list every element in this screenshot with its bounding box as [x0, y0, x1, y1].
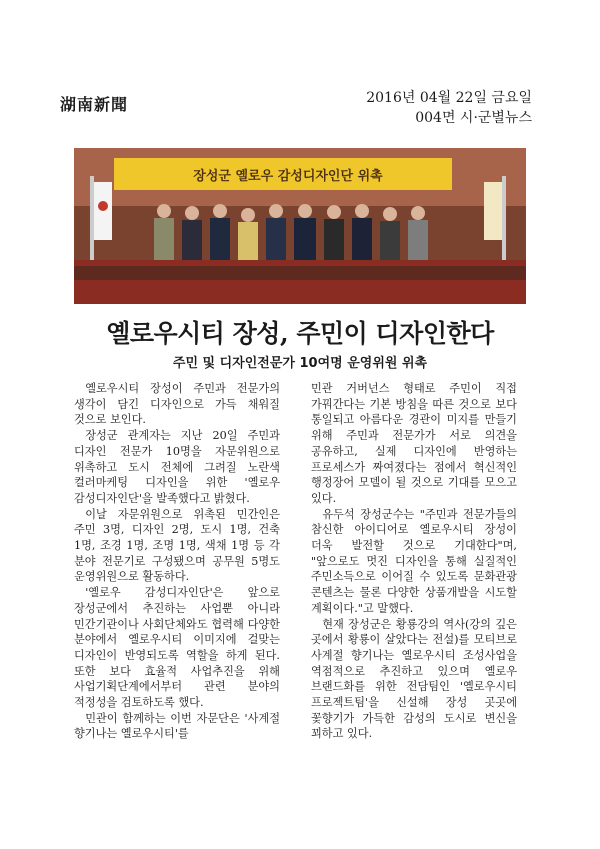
paragraph: '옐로우 감성디자인단'은 앞으로 장성군에서 추진하는 사업뿐 아니라 민간기관이나 사회단체와도 협력해 다양한 분야에서 옐로우시티 이미지에 걸맞는 디자인이 반영되도록 역할을 하게 된다. 또한 보다 효율적 사업추진을 위해 사업기획단계에서부터 관련 분야의 적정성을 검토하도록 했다.: [74, 586, 280, 710]
paragraph: 유두석 장성군수는 "주민과 전문가들의 참신한 아이디어로 옐로우시티 장성이 더욱 발전할 것으로 기대한다"며, "앞으로도 멋진 디자인을 통해 실질적인 주민소득으로 이어질 수 있도록 문화관광 콘텐츠는 물론 다양한 상품개발을 시도할 계획이다."고 말했다.: [311, 507, 517, 615]
dateline: [366, 88, 532, 128]
paragraph: 민관이 함께하는 이번 자문단은 '사계절 향기나는 옐로우시티'를: [74, 711, 280, 741]
article-subheadline: 주민 및 디자인전문가 10여명 운영위원 위촉: [172, 356, 428, 371]
flag-right: [484, 182, 502, 240]
article-body-right-column: [311, 381, 517, 742]
article-body-left-column: [74, 381, 280, 742]
paragraph: 장성군 관계자는 지난 20일 주민과 디자인 전문가 10명을 자문위원으로 위촉하고 도시 전체에 그려질 노란색 컬러마케팅 디자인을 위한 '옐로우 감성디자인단'을 발족했다고 밝혔다.: [74, 429, 280, 505]
paragraph: 민관 거버넌스 형태로 주민이 직접 가꿔간다는 기본 방침을 따른 것으로 보다 통일되고 아름다운 경관이 미지를 만들기 위해 주민과 전문가가 서로 의견을 공유하고, 실제 디자인에 반영하는 프로세스가 짜여졌다는 점에서 혁신적인 행정장어 모델이 될 것으로 기대를 모으고 있다.: [311, 382, 517, 505]
paragraph: 현재 장성군은 황룡강의 역사(강의 깊은 곳에서 황룡이 살았다는 전설)를 모티브로 사계절 향기나는 옐로우시티 조성사업을 역점적으로 추진하고 있으며 옐로우 브랜드화를 위한 전담팀인 '옐로우시티 프로젝트팀'을 신설해 장성 곳곳에 꽃향기가 가득한 감성의 도시로 변신을 꾀하고 있다.: [311, 617, 517, 741]
page-section: 004면 시·군별뉴스: [415, 110, 532, 126]
group-photo-illustration: [74, 148, 526, 304]
newspaper-masthead: 湖南新聞: [60, 95, 129, 114]
paragraph: 이날 자문위원으로 위촉된 민간인은 주민 3명, 디자인 2명, 도시 1명, 건축 1명, 조경 1명, 조명 1명, 색채 1명 등 각 분야 전문기로 구성됐으며 공무원 5명도 운영위원으로 활동하다.: [74, 507, 280, 584]
publication-date: 2016년 04월 22일 금요일: [366, 90, 532, 106]
banner-text: 장성군 옐로우 감성디자인단 위촉: [193, 169, 383, 184]
article-photo: [74, 148, 526, 304]
paragraph: 옐로우시티 장성이 주민과 전문가의 생각이 담긴 디자인으로 가득 채워질 것으로 보인다.: [74, 382, 280, 427]
article-headline: 옐로우시티 장성, 주민이 디자인한다: [106, 319, 494, 348]
